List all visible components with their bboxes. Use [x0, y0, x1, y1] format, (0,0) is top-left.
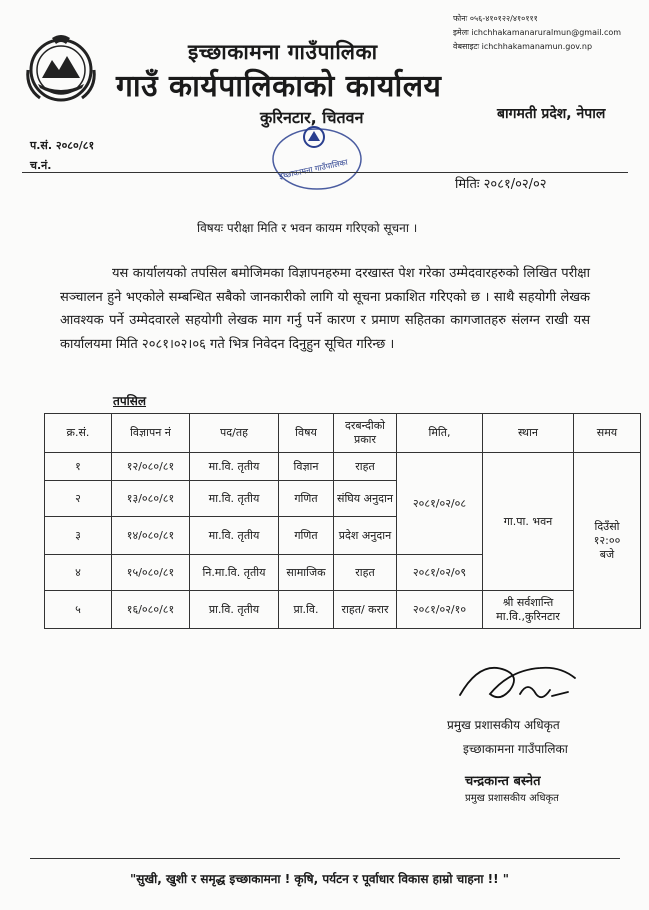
- email-text: इमेलः ichchhakamanaruralmun@gmail.com: [453, 28, 622, 37]
- cell-date: २०८१/०२/१०: [397, 591, 483, 629]
- cell-type: राहत: [334, 555, 397, 591]
- cell-sn: १: [45, 453, 112, 481]
- cell-post: नि.मा.वि. तृतीय: [190, 555, 279, 591]
- cell-sn: २: [45, 481, 112, 517]
- reference-number: प.सं. २०८०/८१: [30, 139, 95, 152]
- cell-type: राहत: [334, 453, 397, 481]
- website-text: वेबसाइटः ichchhakamanamun.gov.np: [453, 42, 593, 51]
- cell-subject: प्रा.वि.: [279, 591, 334, 629]
- official-seal: [268, 123, 366, 195]
- cell-sn: ४: [45, 555, 112, 591]
- header-subject: विषय: [279, 414, 334, 453]
- exam-schedule-table: [44, 413, 641, 629]
- footer-rule: [30, 858, 620, 859]
- cell-post: मा.वि. तृतीय: [190, 453, 279, 481]
- document-date: मितिः २०८१/०२/०२: [455, 177, 547, 192]
- header-post: पद/तह: [190, 414, 279, 453]
- cell-subject: गणित: [279, 517, 334, 555]
- subject-line: विषयः परीक्षा मिति र भवन कायम गरिएको सूचना ।: [197, 221, 418, 235]
- cell-date: २०८१/०२/०८: [397, 453, 483, 555]
- cell-post: मा.वि. तृतीय: [190, 481, 279, 517]
- signature-mark: [450, 650, 585, 710]
- header-time: समय: [574, 414, 641, 453]
- cell-subject: गणित: [279, 481, 334, 517]
- header-type: दरबन्दीको प्रकार: [334, 414, 397, 453]
- cell-post: प्रा.वि. तृतीय: [190, 591, 279, 629]
- header-adv-no: विज्ञापन नं: [112, 414, 190, 453]
- cell-adv: १५/०८०/८१: [112, 555, 190, 591]
- signatory-name: चन्द्रकान्त बस्नेत: [465, 774, 541, 789]
- cell-adv: १२/०८०/८१: [112, 453, 190, 481]
- table-header-row: [45, 414, 641, 453]
- office-address: कुरिनटार, चितवन: [260, 108, 364, 127]
- cell-venue: श्री सर्वशान्ति मा.वि.,कुरिनटार: [483, 591, 574, 629]
- cell-adv: १६/०८०/८१: [112, 591, 190, 629]
- table-title: तपसिल: [113, 394, 147, 408]
- phone-text: फोनः ०५६-४१०१२२/४१०१११: [453, 14, 538, 23]
- signatory-title: प्रमुख प्रशासकीय अधिकृत: [447, 718, 560, 732]
- time-text: दिउँसो १२:०० बजे: [593, 519, 621, 561]
- cell-adv: १३/०८०/८१: [112, 481, 190, 517]
- footer-slogan: "सुखी, खुशी र समृद्ध इच्छाकामना ! कृषि, पर्यटन र पूर्वाधार विकास हाम्रो चाहना !! ": [130, 872, 510, 886]
- header-date: मिति,: [397, 414, 483, 453]
- municipality-name: इच्छाकामना गाउँपालिका: [188, 40, 378, 64]
- cell-type: राहत/ करार: [334, 591, 397, 629]
- dispatch-number: च.नं.: [30, 159, 52, 172]
- signatory-office: इच्छाकामना गाउँपालिका: [463, 742, 568, 756]
- cell-subject: विज्ञान: [279, 453, 334, 481]
- cell-date: २०८१/०२/०९: [397, 555, 483, 591]
- signatory-designation: प्रमुख प्रशासकीय अधिकृत: [465, 793, 559, 804]
- cell-sn: ३: [45, 517, 112, 555]
- contact-info: [453, 12, 621, 54]
- seal-text: इच्छाकामना गाउँपालिका: [278, 157, 349, 181]
- cell-time: [574, 453, 641, 629]
- header-venue: स्थान: [483, 414, 574, 453]
- office-title: गाउँ कार्यपालिकाको कार्यालय: [116, 69, 442, 104]
- cell-type: प्रदेश अनुदान: [334, 517, 397, 555]
- notice-body: [60, 262, 590, 356]
- header-sn: क्र.सं.: [45, 414, 112, 453]
- table-row: [45, 591, 641, 629]
- cell-subject: सामाजिक: [279, 555, 334, 591]
- cell-type: संघिय अनुदान: [334, 481, 397, 517]
- body-paragraph: यस कार्यालयको तपसिल बमोजिमका विज्ञापनहरुमा दरखास्त पेश गरेका उम्मेदवारहरुको लिखित परीक्षा सञ्चालन हुने भएकोले सम्बन्धित सबैको जानकारीको लागि यो सूचना प्रकाशित गरिएको छ । साथै सहयोगी लेखक आवश्यक पर्ने उम्मेदवारले सहयोगी लेखक माग गर्नु पर्ने कारण र प्रमाण सहितका कागजातहरु संलग्न राखी यस कार्यालयमा मिति २०८१।०२।०६ गते भित्र निवेदन दिनुहुन सूचित गरिन्छ ।: [60, 266, 590, 352]
- nepal-emblem-logo: [22, 30, 100, 106]
- cell-sn: ५: [45, 591, 112, 629]
- cell-venue: गा.पा. भवन: [483, 453, 574, 591]
- cell-post: मा.वि. तृतीय: [190, 517, 279, 555]
- cell-adv: १४/०८०/८१: [112, 517, 190, 555]
- province-text: बागमती प्रदेश, नेपाल: [497, 106, 606, 122]
- header-rule: [22, 172, 628, 173]
- table-row: [45, 453, 641, 481]
